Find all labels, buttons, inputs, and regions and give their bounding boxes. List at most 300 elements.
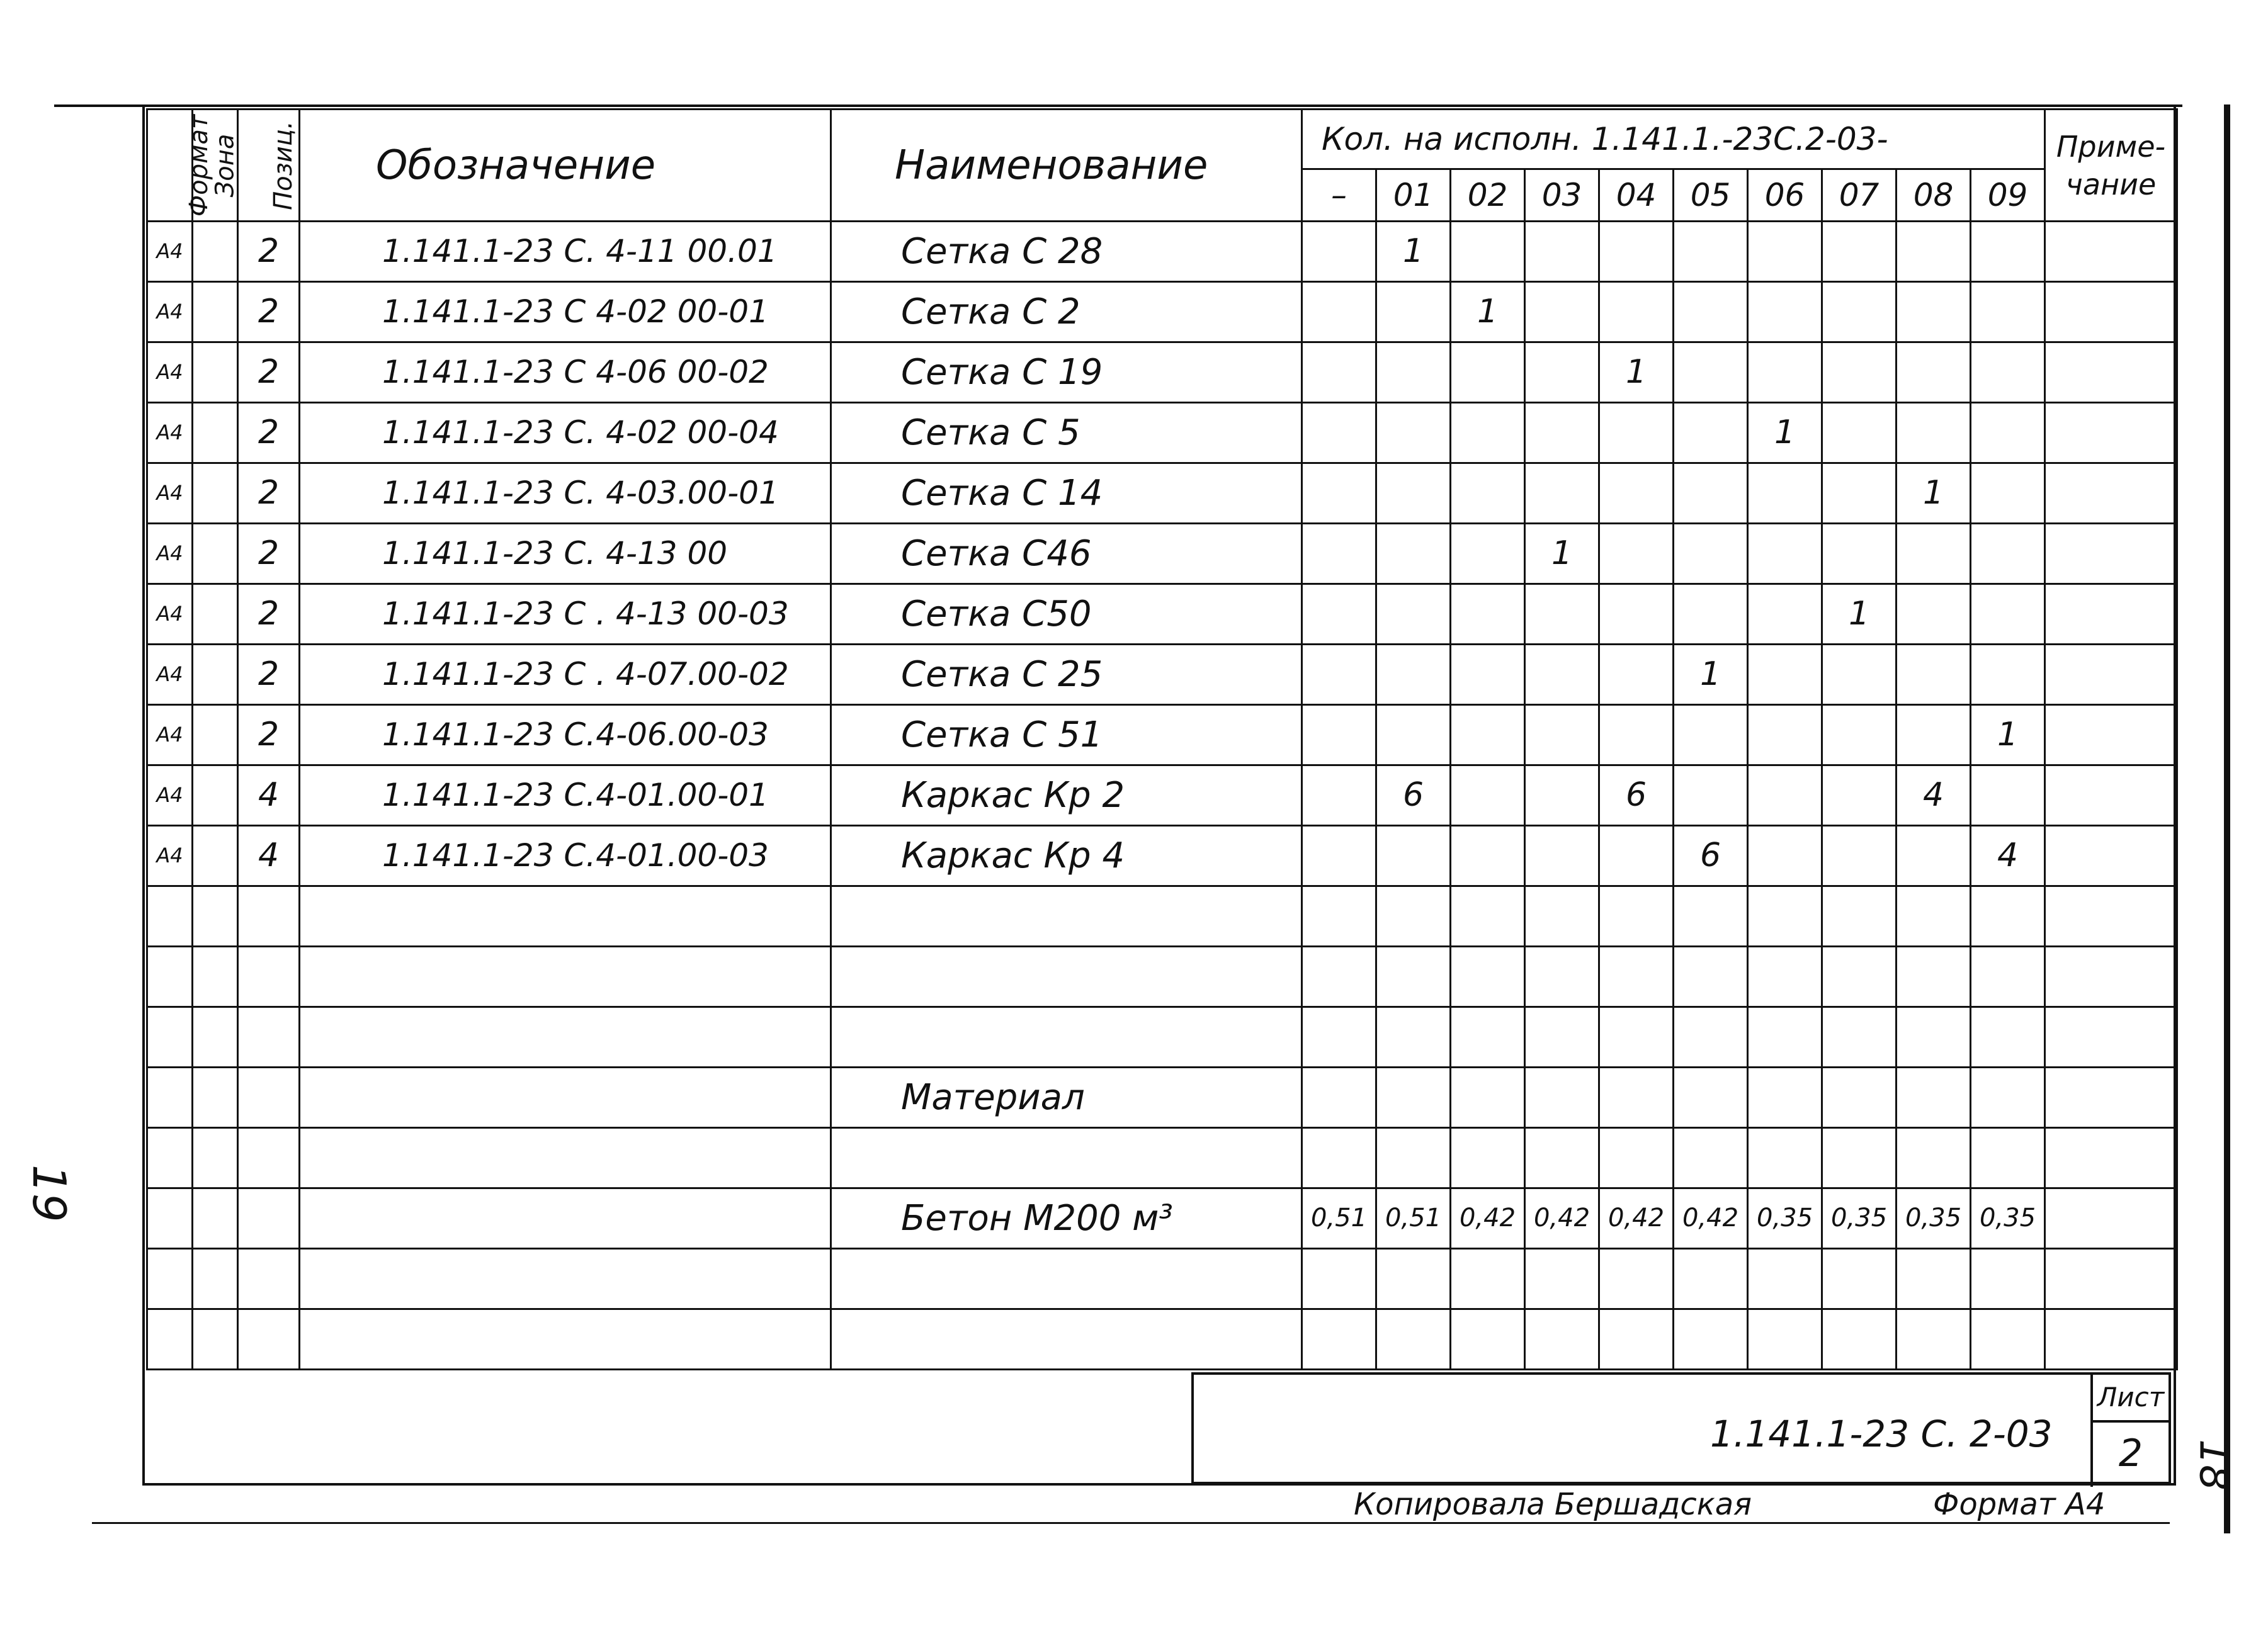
- page-number: 18: [2190, 1439, 2237, 1491]
- qty-cell: [1451, 1068, 1525, 1128]
- format-cell: А4: [147, 282, 193, 342]
- qty-cell: [1451, 886, 1525, 947]
- qty-cell: 1: [1748, 403, 1822, 463]
- format-cell: А4: [147, 342, 193, 403]
- note-cell: [2045, 1309, 2177, 1370]
- sheet-label: Лист: [2090, 1375, 2169, 1423]
- qty-cell: [1822, 645, 1897, 705]
- name-cell: Каркас Кр 2: [831, 765, 1302, 826]
- name-cell: Бетон М200 м³: [831, 1188, 1302, 1249]
- qty-cell: [1674, 524, 1748, 584]
- qty-cell: [1525, 645, 1599, 705]
- format-cell: [147, 1249, 193, 1309]
- format-cell: [147, 1007, 193, 1068]
- note-cell: [2045, 1249, 2177, 1309]
- qty-cell: [1674, 1068, 1748, 1128]
- designation-cell: [300, 1249, 831, 1309]
- qty-cell: [1302, 524, 1376, 584]
- qty-cell: 4: [1897, 765, 1971, 826]
- format-cell: А4: [147, 463, 193, 524]
- designation-cell: [300, 1068, 831, 1128]
- qty-cell: [1748, 282, 1822, 342]
- designation-cell: 1.141.1-23 С 4-06 00-02: [300, 342, 831, 403]
- qty-cell: [1451, 947, 1525, 1007]
- zone-cell: [193, 524, 238, 584]
- qty-cell: [1525, 947, 1599, 1007]
- table-row: [147, 282, 2177, 342]
- note-cell: [2045, 645, 2177, 705]
- qty-cell: [1674, 886, 1748, 947]
- qty-cell: [1451, 645, 1525, 705]
- qty-cell: [1525, 1068, 1599, 1128]
- qty-cell: [1971, 584, 2045, 645]
- designation-cell: 1.141.1-23 С. 4-03.00-01: [300, 463, 831, 524]
- qty-cell: [1451, 1249, 1525, 1309]
- position-cell: [238, 1249, 300, 1309]
- format-cell: [147, 886, 193, 947]
- frame-left-line: [142, 107, 145, 1486]
- note-cell: [2045, 765, 2177, 826]
- name-cell: [831, 947, 1302, 1007]
- qty-cell: [1302, 947, 1376, 1007]
- qty-cell: [1302, 342, 1376, 403]
- table-row: [147, 342, 2177, 403]
- header-variant: 08: [1897, 169, 1971, 222]
- qty-cell: 1: [1822, 584, 1897, 645]
- qty-cell: [1674, 403, 1748, 463]
- qty-cell: 6: [1376, 765, 1451, 826]
- qty-cell: 0,35: [1971, 1188, 2045, 1249]
- qty-cell: [1822, 826, 1897, 886]
- table-row: [147, 886, 2177, 947]
- designation-cell: [300, 947, 831, 1007]
- name-cell: [831, 1007, 1302, 1068]
- note-cell: [2045, 886, 2177, 947]
- format-cell: [147, 1188, 193, 1249]
- qty-cell: 0,42: [1674, 1188, 1748, 1249]
- qty-cell: [1302, 1128, 1376, 1188]
- format-cell: А4: [147, 403, 193, 463]
- qty-cell: [1599, 705, 1674, 765]
- designation-cell: 1.141.1-23 С 4-02 00-01: [300, 282, 831, 342]
- right-margin-line: [2224, 104, 2230, 1533]
- header-designation: Обозначение: [300, 110, 831, 222]
- header-variant: 03: [1525, 169, 1599, 222]
- sheet-number: 2: [2090, 1420, 2169, 1487]
- qty-cell: [1302, 826, 1376, 886]
- qty-cell: [1674, 1128, 1748, 1188]
- position-cell: [238, 1007, 300, 1068]
- qty-cell: [1748, 1309, 1822, 1370]
- table-row: [147, 705, 2177, 765]
- qty-cell: [1376, 947, 1451, 1007]
- position-cell: 2: [238, 645, 300, 705]
- qty-cell: [1748, 1249, 1822, 1309]
- document-code: 1.141.1-23 С. 2-03: [1710, 1413, 2053, 1455]
- format-cell: [147, 1128, 193, 1188]
- qty-cell: [1376, 886, 1451, 947]
- name-cell: Материал: [831, 1068, 1302, 1128]
- qty-cell: [1525, 765, 1599, 826]
- name-cell: Сетка С 5: [831, 403, 1302, 463]
- qty-cell: [1376, 342, 1451, 403]
- qty-cell: [1599, 222, 1674, 282]
- qty-cell: 1: [1971, 705, 2045, 765]
- designation-cell: [300, 1128, 831, 1188]
- qty-cell: 1: [1525, 524, 1599, 584]
- note-cell: [2045, 1188, 2177, 1249]
- name-cell: Сетка С 28: [831, 222, 1302, 282]
- header-variant: 05: [1674, 169, 1748, 222]
- qty-cell: [1897, 1309, 1971, 1370]
- qty-cell: [1897, 947, 1971, 1007]
- qty-cell: [1971, 765, 2045, 826]
- qty-cell: [1451, 826, 1525, 886]
- qty-cell: [1451, 403, 1525, 463]
- designation-cell: 1.141.1-23 С. 4-11 00.01: [300, 222, 831, 282]
- name-cell: Сетка С 51: [831, 705, 1302, 765]
- qty-cell: [1748, 463, 1822, 524]
- qty-cell: [1599, 403, 1674, 463]
- specification-table: [146, 108, 2178, 1370]
- format-cell: А4: [147, 765, 193, 826]
- qty-cell: [1674, 765, 1748, 826]
- zone-cell: [193, 705, 238, 765]
- qty-cell: [1376, 1309, 1451, 1370]
- qty-cell: [1822, 1309, 1897, 1370]
- qty-cell: [1451, 705, 1525, 765]
- note-cell: [2045, 826, 2177, 886]
- zone-cell: [193, 584, 238, 645]
- note-cell: [2045, 282, 2177, 342]
- format-cell: А4: [147, 222, 193, 282]
- zone-cell: [193, 1068, 238, 1128]
- copied-by: Копировала Бершадская: [1354, 1487, 1752, 1522]
- qty-cell: [1376, 282, 1451, 342]
- qty-cell: 0,51: [1302, 1188, 1376, 1249]
- qty-cell: 1: [1897, 463, 1971, 524]
- format-cell: А4: [147, 584, 193, 645]
- qty-cell: [1971, 1128, 2045, 1188]
- header-variant: 06: [1748, 169, 1822, 222]
- position-cell: 2: [238, 403, 300, 463]
- qty-cell: 1: [1376, 222, 1451, 282]
- qty-cell: [1525, 826, 1599, 886]
- qty-cell: [1897, 1007, 1971, 1068]
- designation-cell: [300, 1007, 831, 1068]
- qty-cell: [1897, 1128, 1971, 1188]
- frame-top-line: [54, 104, 2182, 107]
- qty-cell: [1376, 1249, 1451, 1309]
- name-cell: Сетка С 2: [831, 282, 1302, 342]
- qty-cell: [1525, 584, 1599, 645]
- qty-cell: [1822, 886, 1897, 947]
- name-cell: Сетка С 14: [831, 463, 1302, 524]
- qty-cell: 6: [1599, 765, 1674, 826]
- qty-cell: [1674, 584, 1748, 645]
- name-cell: [831, 1249, 1302, 1309]
- qty-cell: [1897, 282, 1971, 342]
- qty-cell: [1897, 826, 1971, 886]
- qty-cell: [1525, 1128, 1599, 1188]
- header-note: Приме-чание: [2045, 110, 2177, 222]
- qty-cell: [1525, 463, 1599, 524]
- qty-cell: [1822, 342, 1897, 403]
- table-row: [147, 524, 2177, 584]
- qty-cell: 0,35: [1822, 1188, 1897, 1249]
- zone-cell: [193, 403, 238, 463]
- qty-cell: [1674, 1249, 1748, 1309]
- zone-cell: [193, 1309, 238, 1370]
- qty-cell: [1971, 1309, 2045, 1370]
- qty-cell: [1376, 463, 1451, 524]
- qty-cell: [1674, 1309, 1748, 1370]
- table-row: [147, 1309, 2177, 1370]
- qty-cell: 4: [1971, 826, 2045, 886]
- qty-cell: [1302, 645, 1376, 705]
- qty-cell: [1302, 1309, 1376, 1370]
- qty-cell: [1376, 1007, 1451, 1068]
- designation-cell: 1.141.1-23 С.4-06.00-03: [300, 705, 831, 765]
- table-body: [147, 222, 2177, 1370]
- qty-cell: [1525, 222, 1599, 282]
- note-cell: [2045, 1007, 2177, 1068]
- note-cell: [2045, 463, 2177, 524]
- qty-cell: [1525, 886, 1599, 947]
- table-row: [147, 947, 2177, 1007]
- qty-cell: [1748, 524, 1822, 584]
- qty-cell: [1599, 826, 1674, 886]
- designation-cell: 1.141.1-23 С . 4-13 00-03: [300, 584, 831, 645]
- qty-cell: [1748, 1128, 1822, 1188]
- note-cell: [2045, 705, 2177, 765]
- qty-cell: [1822, 765, 1897, 826]
- qty-cell: [1451, 524, 1525, 584]
- header-variant: 07: [1822, 169, 1897, 222]
- position-cell: 2: [238, 463, 300, 524]
- qty-cell: [1599, 1068, 1674, 1128]
- designation-cell: [300, 886, 831, 947]
- qty-cell: [1599, 463, 1674, 524]
- qty-cell: [1525, 705, 1599, 765]
- zone-cell: [193, 222, 238, 282]
- table-row: [147, 584, 2177, 645]
- table-row: [147, 1128, 2177, 1188]
- qty-cell: 0,42: [1525, 1188, 1599, 1249]
- position-cell: 2: [238, 342, 300, 403]
- qty-cell: [1748, 645, 1822, 705]
- name-cell: [831, 886, 1302, 947]
- table-row: [147, 645, 2177, 705]
- format-cell: А4: [147, 645, 193, 705]
- qty-cell: 0,35: [1897, 1188, 1971, 1249]
- zone-cell: [193, 342, 238, 403]
- qty-cell: [1302, 765, 1376, 826]
- header-zone: Зона: [193, 110, 238, 222]
- qty-cell: [1302, 1007, 1376, 1068]
- qty-cell: [1302, 705, 1376, 765]
- position-cell: [238, 1068, 300, 1128]
- qty-cell: [1897, 705, 1971, 765]
- qty-cell: [1822, 222, 1897, 282]
- format-cell: [147, 1068, 193, 1128]
- qty-cell: [1525, 342, 1599, 403]
- note-cell: [2045, 342, 2177, 403]
- header-variant: 04: [1599, 169, 1674, 222]
- format-cell: А4: [147, 524, 193, 584]
- format-cell: А4: [147, 705, 193, 765]
- qty-cell: [1525, 282, 1599, 342]
- zone-cell: [193, 645, 238, 705]
- qty-cell: [1822, 947, 1897, 1007]
- zone-cell: [193, 1188, 238, 1249]
- zone-cell: [193, 1249, 238, 1309]
- qty-cell: [1376, 1068, 1451, 1128]
- note-cell: [2045, 403, 2177, 463]
- qty-cell: [1748, 705, 1822, 765]
- qty-cell: [1822, 282, 1897, 342]
- header-qty-title: Кол. на исполн. 1.141.1.-23С.2-03-: [1302, 110, 2045, 169]
- name-cell: [831, 1128, 1302, 1188]
- qty-cell: [1599, 645, 1674, 705]
- qty-cell: [1674, 342, 1748, 403]
- table-row: [147, 222, 2177, 282]
- qty-cell: [1599, 947, 1674, 1007]
- qty-cell: [1971, 403, 2045, 463]
- qty-cell: [1971, 342, 2045, 403]
- designation-cell: 1.141.1-23 С.4-01.00-01: [300, 765, 831, 826]
- header-name: Наименование: [831, 110, 1302, 222]
- position-cell: 4: [238, 826, 300, 886]
- format-cell: [147, 1309, 193, 1370]
- position-cell: 2: [238, 705, 300, 765]
- note-cell: [2045, 1068, 2177, 1128]
- position-cell: 2: [238, 222, 300, 282]
- qty-cell: [1376, 524, 1451, 584]
- qty-cell: [1971, 1249, 2045, 1309]
- format-cell: [147, 947, 193, 1007]
- designation-cell: 1.141.1-23 С . 4-07.00-02: [300, 645, 831, 705]
- qty-cell: [1748, 584, 1822, 645]
- name-cell: Сетка С 25: [831, 645, 1302, 705]
- table-row: [147, 403, 2177, 463]
- zone-cell: [193, 886, 238, 947]
- qty-cell: 1: [1451, 282, 1525, 342]
- qty-cell: [1674, 222, 1748, 282]
- position-cell: 2: [238, 282, 300, 342]
- header-position: Позиц.: [238, 110, 300, 222]
- qty-cell: [1822, 705, 1897, 765]
- qty-cell: [1525, 1309, 1599, 1370]
- qty-cell: [1822, 1249, 1897, 1309]
- qty-cell: [1822, 463, 1897, 524]
- qty-cell: [1599, 282, 1674, 342]
- qty-cell: [1599, 584, 1674, 645]
- qty-cell: [1748, 1007, 1822, 1068]
- qty-cell: 1: [1674, 645, 1748, 705]
- qty-cell: 1: [1599, 342, 1674, 403]
- qty-cell: [1674, 705, 1748, 765]
- table-row: [147, 826, 2177, 886]
- qty-cell: [1822, 1128, 1897, 1188]
- footer-line: [92, 1522, 2170, 1524]
- zone-cell: [193, 1128, 238, 1188]
- qty-cell: [1897, 645, 1971, 705]
- qty-cell: [1599, 1128, 1674, 1188]
- qty-cell: [1971, 1068, 2045, 1128]
- name-cell: Каркас Кр 4: [831, 826, 1302, 886]
- qty-cell: [1897, 1068, 1971, 1128]
- qty-cell: [1897, 1249, 1971, 1309]
- qty-cell: [1376, 403, 1451, 463]
- designation-cell: 1.141.1-23 С. 4-13 00: [300, 524, 831, 584]
- qty-cell: [1971, 886, 2045, 947]
- note-cell: [2045, 222, 2177, 282]
- qty-cell: [1525, 1249, 1599, 1309]
- qty-cell: [1376, 826, 1451, 886]
- qty-cell: [1971, 947, 2045, 1007]
- name-cell: Сетка С50: [831, 584, 1302, 645]
- title-block: [1191, 1372, 2171, 1484]
- qty-cell: [1302, 403, 1376, 463]
- qty-cell: [1599, 1007, 1674, 1068]
- qty-cell: [1822, 1068, 1897, 1128]
- qty-cell: [1376, 705, 1451, 765]
- qty-cell: [1525, 1007, 1599, 1068]
- qty-cell: [1451, 1309, 1525, 1370]
- format-cell: А4: [147, 826, 193, 886]
- position-cell: 2: [238, 584, 300, 645]
- note-cell: [2045, 1128, 2177, 1188]
- qty-cell: [1748, 1068, 1822, 1128]
- qty-cell: [1971, 1007, 2045, 1068]
- qty-cell: [1376, 584, 1451, 645]
- qty-cell: [1897, 524, 1971, 584]
- qty-cell: [1451, 1128, 1525, 1188]
- qty-cell: [1302, 463, 1376, 524]
- qty-cell: [1525, 403, 1599, 463]
- header-variant: 01: [1376, 169, 1451, 222]
- qty-cell: 6: [1674, 826, 1748, 886]
- qty-cell: 0,42: [1599, 1188, 1674, 1249]
- qty-cell: [1302, 1068, 1376, 1128]
- qty-cell: [1897, 584, 1971, 645]
- qty-cell: [1302, 222, 1376, 282]
- qty-cell: [1451, 222, 1525, 282]
- qty-cell: 0,42: [1451, 1188, 1525, 1249]
- qty-cell: [1451, 584, 1525, 645]
- qty-cell: [1599, 1249, 1674, 1309]
- qty-cell: [1674, 1007, 1748, 1068]
- zone-cell: [193, 1007, 238, 1068]
- qty-cell: 0,35: [1748, 1188, 1822, 1249]
- qty-cell: [1822, 524, 1897, 584]
- qty-cell: [1897, 886, 1971, 947]
- position-cell: 4: [238, 765, 300, 826]
- qty-cell: [1822, 1007, 1897, 1068]
- qty-cell: [1971, 524, 2045, 584]
- qty-cell: [1302, 1249, 1376, 1309]
- name-cell: Сетка С 19: [831, 342, 1302, 403]
- qty-cell: [1451, 765, 1525, 826]
- qty-cell: [1376, 645, 1451, 705]
- header-format: Формат: [147, 110, 193, 222]
- side-stamp: 19: [23, 1165, 76, 1222]
- zone-cell: [193, 282, 238, 342]
- table-row: [147, 765, 2177, 826]
- zone-cell: [193, 765, 238, 826]
- table-row: [147, 1188, 2177, 1249]
